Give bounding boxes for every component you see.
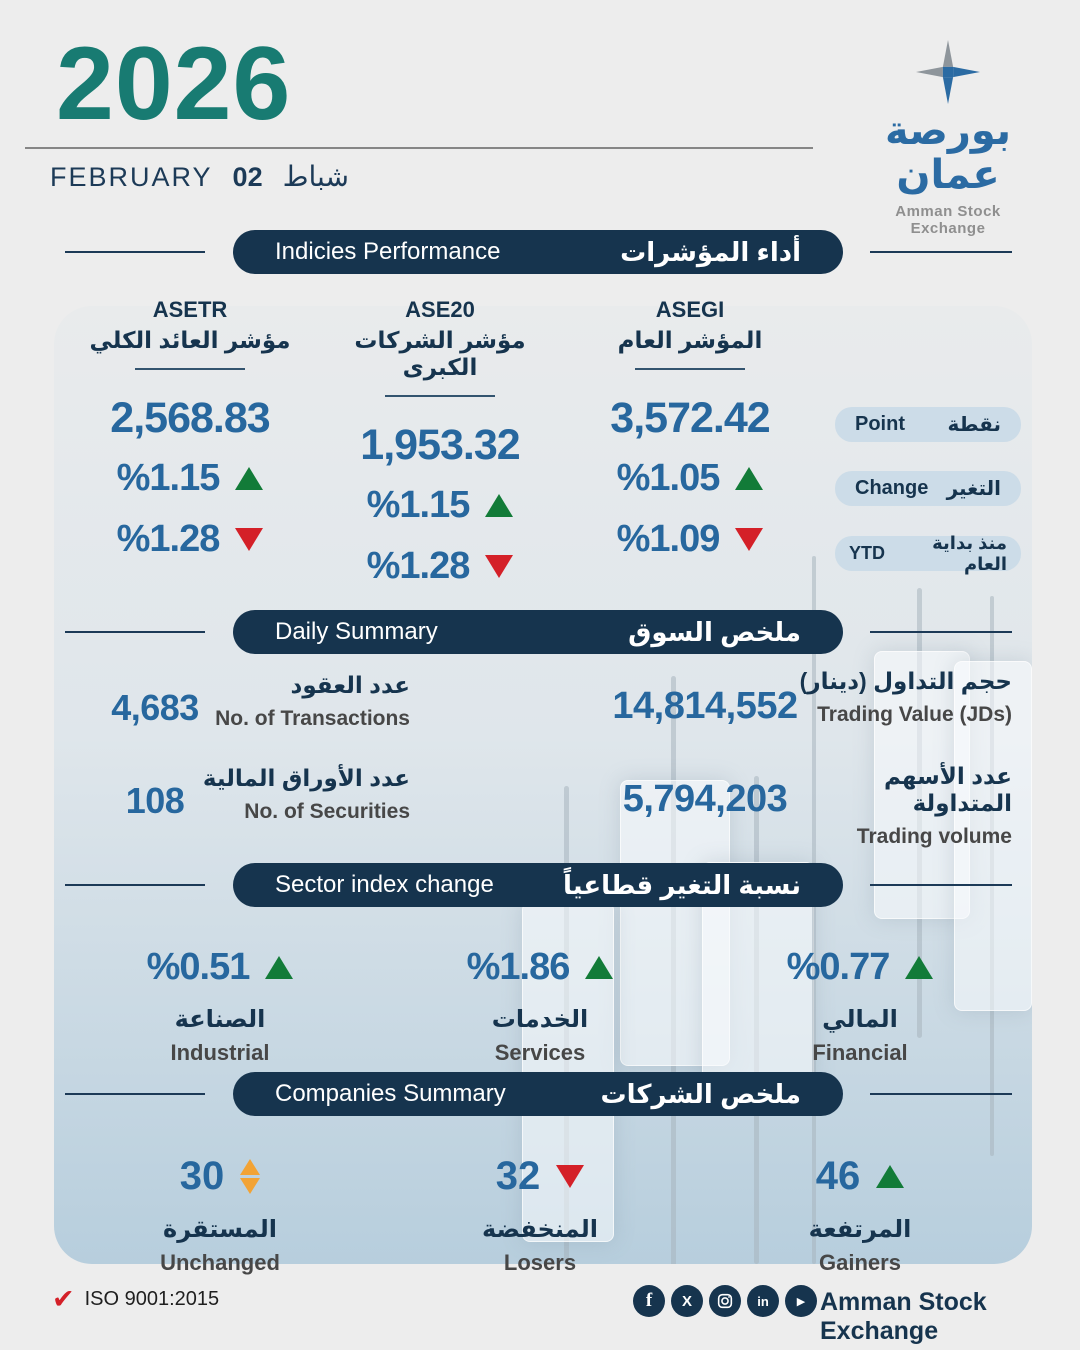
month-ar: شباط xyxy=(282,161,349,192)
label-en: No. of Transactions xyxy=(215,707,410,730)
social-links xyxy=(633,1285,817,1317)
companies-count-row xyxy=(700,1154,1020,1199)
section-title-ar: ملخص الشركات xyxy=(600,1078,801,1109)
decorative-line xyxy=(870,631,1012,633)
index-change-value: %1.05 xyxy=(616,457,720,499)
row-label-en: Point xyxy=(855,413,905,435)
logo-name-ar: بورصة عمان xyxy=(884,109,1012,197)
sector-services xyxy=(380,932,700,1066)
companies-count: 32 xyxy=(495,1154,541,1198)
header-divider xyxy=(25,147,813,149)
companies-label-ar: المنخفضة xyxy=(482,1216,598,1243)
index-name-ar: مؤشر العائد الكلي xyxy=(89,327,291,353)
column-underline xyxy=(385,395,495,397)
footer-brand: Amman Stock Exchange xyxy=(820,1288,987,1345)
section-header-sectors xyxy=(233,863,843,907)
sector-industrial xyxy=(60,932,380,1066)
index-point-value: 1,953.32 xyxy=(360,421,520,469)
column-underline xyxy=(635,368,745,370)
sector-change-row xyxy=(380,946,700,989)
label-en: Trading Value (JDs) xyxy=(817,703,1012,726)
section-header-indices xyxy=(233,230,843,274)
section-title-en: Indicies Performance xyxy=(275,238,501,265)
down-triangle-icon xyxy=(485,555,513,578)
label-ar: عدد الأوراق المالية xyxy=(202,765,410,791)
section-header-daily xyxy=(233,610,843,654)
up-triangle-icon xyxy=(585,956,613,979)
section-title-ar: أداء المؤشرات xyxy=(620,236,801,267)
iso-label: ISO 9001:2015 xyxy=(84,1288,220,1310)
sector-change-value: %0.77 xyxy=(786,946,890,988)
companies-count: 30 xyxy=(179,1154,225,1198)
label-ar: عدد العقود xyxy=(290,672,410,698)
index-name-ar: مؤشر الشركات الكبرى xyxy=(354,327,526,380)
index-name-ar: المؤشر العام xyxy=(617,327,763,353)
companies-label-en: Losers xyxy=(503,1250,577,1275)
down-triangle-icon xyxy=(556,1165,584,1188)
youtube-icon[interactable]: ▶ xyxy=(785,1285,817,1317)
index-ytd-value: %1.28 xyxy=(366,545,470,587)
index-ytd-row xyxy=(315,545,565,588)
label-ar: عدد الأسهم المتداولة xyxy=(883,763,1012,816)
up-triangle-icon xyxy=(876,1165,904,1188)
down-triangle-icon xyxy=(235,528,263,551)
decorative-line xyxy=(65,884,205,886)
decorative-line xyxy=(65,631,205,633)
companies-count-row xyxy=(380,1154,700,1199)
row-label-ar: منذ بداية العام xyxy=(932,532,1007,574)
decorative-line xyxy=(870,251,1012,253)
index-column-ase20 xyxy=(315,297,565,588)
index-ytd-row xyxy=(565,518,815,561)
iso-certification xyxy=(52,1286,219,1313)
trading-volume-label xyxy=(790,763,1012,849)
decorative-line xyxy=(65,1093,205,1095)
securities-label xyxy=(190,765,410,824)
linkedin-icon[interactable]: in xyxy=(747,1285,779,1317)
label-ar: حجم التداول (دينار) xyxy=(799,668,1012,694)
row-label-point xyxy=(835,407,1021,442)
decorative-line xyxy=(870,1093,1012,1095)
sectors-grid xyxy=(60,932,1020,1066)
year-title: 2026 xyxy=(56,26,292,142)
sector-name-ar: الصناعة xyxy=(174,1006,266,1033)
index-change-row xyxy=(315,484,565,527)
securities-value: 108 xyxy=(125,780,185,821)
star-icon xyxy=(913,40,983,104)
section-title-en: Companies Summary xyxy=(275,1080,506,1107)
companies-gainers xyxy=(700,1140,1020,1276)
index-code: ASETR xyxy=(152,297,228,322)
companies-losers xyxy=(380,1140,700,1276)
ase-logo xyxy=(858,40,1038,237)
companies-label-ar: المستقرة xyxy=(163,1216,277,1243)
index-change-value: %1.15 xyxy=(116,457,220,499)
up-triangle-icon xyxy=(905,956,933,979)
companies-count: 46 xyxy=(815,1154,861,1198)
down-triangle-icon xyxy=(735,528,763,551)
row-label-en: Change xyxy=(855,477,929,499)
index-point-value: 3,572.42 xyxy=(610,394,770,442)
sector-name-ar: الخدمات xyxy=(491,1006,589,1033)
section-title-ar: ملخص السوق xyxy=(628,616,801,647)
sector-change-row xyxy=(60,946,380,989)
index-ytd-row xyxy=(65,518,315,561)
label-en: Trading volume xyxy=(856,825,1012,848)
index-ytd-value: %1.09 xyxy=(616,518,720,560)
index-point-value: 2,568.83 xyxy=(110,394,270,442)
trading-volume-value: 5,794,203 xyxy=(622,778,788,820)
instagram-icon[interactable] xyxy=(709,1285,741,1317)
transactions-label xyxy=(190,672,410,731)
index-change-value: %1.15 xyxy=(366,484,470,526)
index-code: ASEGI xyxy=(655,297,725,322)
up-triangle-icon xyxy=(485,494,513,517)
sector-financial xyxy=(700,932,1020,1066)
companies-count-row xyxy=(60,1154,380,1199)
row-label-en: YTD xyxy=(849,543,885,563)
index-change-row xyxy=(65,457,315,500)
month-en: FEBRUARY xyxy=(50,162,213,192)
logo-name-en: Amman Stock Exchange xyxy=(895,203,1001,237)
unchanged-diamond-icon xyxy=(240,1159,260,1194)
up-triangle-icon xyxy=(265,956,293,979)
section-title-en: Sector index change xyxy=(275,871,494,898)
index-code: ASE20 xyxy=(405,297,475,322)
x-icon[interactable]: X xyxy=(671,1285,703,1317)
row-label-ar: التغير xyxy=(946,478,1001,500)
section-header-companies xyxy=(233,1072,843,1116)
report-date xyxy=(50,160,349,193)
decorative-line xyxy=(65,251,205,253)
transactions-value: 4,683 xyxy=(111,687,199,728)
sector-change-row xyxy=(700,946,1020,989)
index-column-asetr xyxy=(65,297,315,588)
row-label-ar: نقطة xyxy=(947,414,1001,436)
index-ytd-value: %1.28 xyxy=(116,518,220,560)
sector-change-value: %1.86 xyxy=(466,946,570,988)
trading-value-label xyxy=(790,668,1012,727)
facebook-icon[interactable]: f xyxy=(633,1285,665,1317)
label-en: No. of Securities xyxy=(244,800,410,823)
sector-name-ar: المالي xyxy=(822,1006,898,1033)
index-column-asegi xyxy=(565,297,815,588)
sector-change-value: %0.51 xyxy=(146,946,250,988)
index-change-row xyxy=(565,457,815,500)
sector-name-en: Industrial xyxy=(170,1040,270,1065)
section-title-en: Daily Summary xyxy=(275,618,438,645)
day-number: 02 xyxy=(232,162,263,192)
sector-name-en: Financial xyxy=(812,1040,908,1065)
companies-unchanged xyxy=(60,1140,380,1276)
section-title-ar: نسبة التغير قطاعياً xyxy=(562,869,801,900)
row-label-change xyxy=(835,471,1021,506)
red-checkmark-icon: ✔ xyxy=(52,1284,75,1314)
companies-grid xyxy=(60,1140,1020,1276)
companies-label-ar: المرتفعة xyxy=(808,1216,912,1243)
up-triangle-icon xyxy=(235,467,263,490)
companies-label-en: Unchanged xyxy=(160,1250,280,1275)
row-label-ytd xyxy=(835,532,1021,574)
companies-label-en: Gainers xyxy=(819,1250,901,1275)
trading-value: 14,814,552 xyxy=(612,685,798,727)
up-triangle-icon xyxy=(735,467,763,490)
column-underline xyxy=(135,368,245,370)
indices-grid xyxy=(65,297,815,588)
decorative-line xyxy=(870,884,1012,886)
sector-name-en: Services xyxy=(494,1040,586,1065)
